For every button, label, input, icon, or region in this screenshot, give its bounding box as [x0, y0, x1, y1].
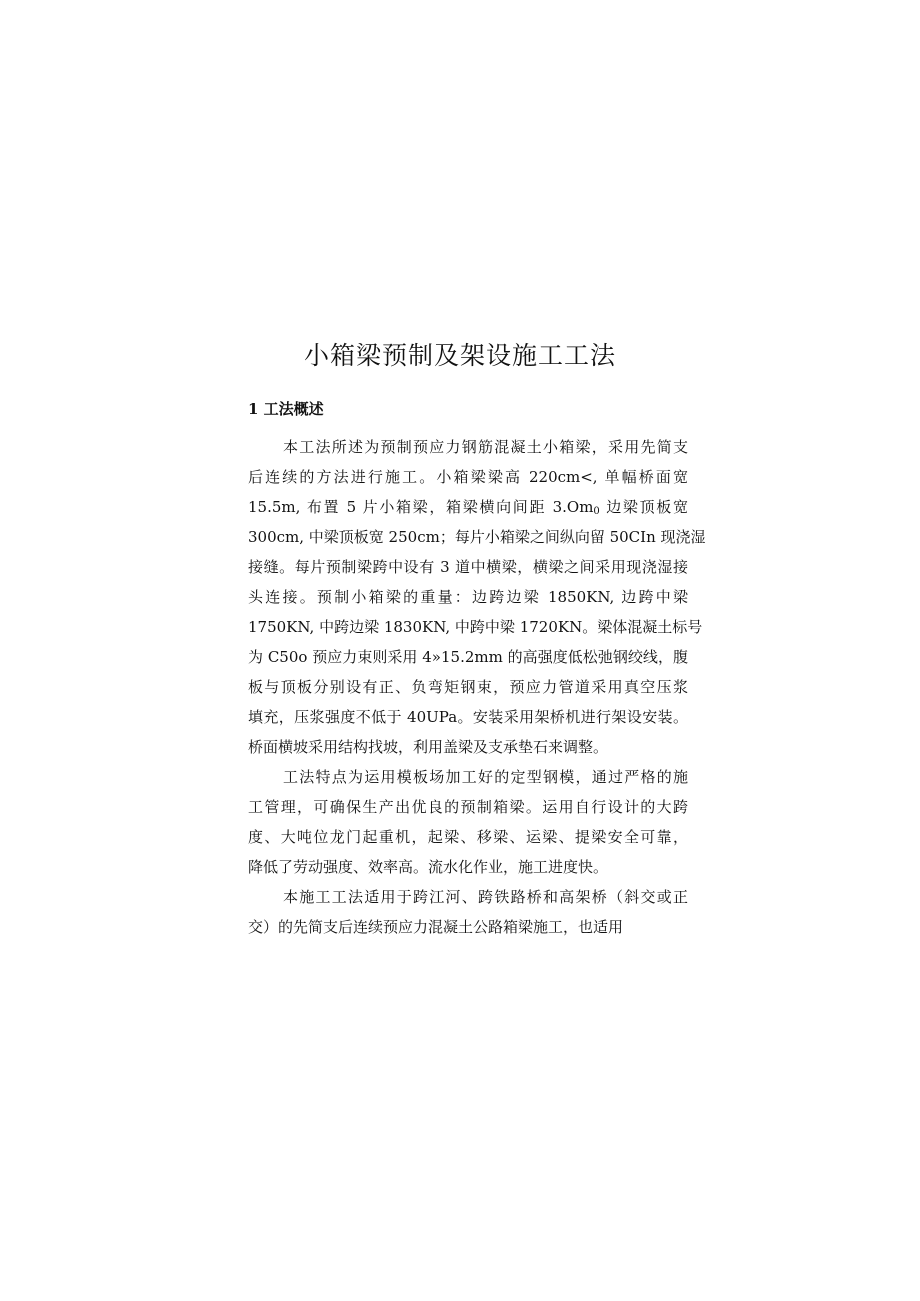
paragraph-line: 后连续的方法进行施工。小箱梁梁高 220cm<, 单幅桥面宽: [248, 468, 688, 486]
line-text: 边梁顶板宽: [606, 498, 688, 516]
paragraph-line: 接缝。每片预制梁跨中设有 3 道中横梁，横梁之间采用现浇湿接: [248, 558, 688, 576]
paragraph-line: 300cm, 中梁顶板宽 250cm；每片小箱梁之间纵向留 50CIn 现浇湿: [248, 528, 706, 546]
paragraph-line: 桥面横坡采用结构找坡，利用盖梁及支承垫石来调整。: [248, 738, 609, 756]
paragraph-line: 板与顶板分别设有正、负弯矩钢束，预应力管道采用真空压浆: [248, 678, 688, 696]
paragraph-line: 本工法所述为预制预应力钢筋混凝土小箱梁，采用先简支: [283, 438, 688, 456]
paragraph-line: 交）的先简支后连续预应力混凝土公路箱梁施工，也适用: [248, 918, 624, 936]
paragraph-line: 降低了劳动强度、效率高。流水化作业，施工进度快。: [248, 858, 609, 876]
paragraph-line: 填充，压浆强度不低于 40UPa。安装采用架桥机进行架设安装。: [248, 708, 688, 726]
paragraph-line: 为 C50o 预应力束则采用 4»15.2mm 的高强度低松弛钢绞线，腹: [248, 648, 688, 666]
paragraph-line: 本施工工法适用于跨江河、跨铁路桥和高架桥（斜交或正: [283, 888, 688, 906]
line-text: 15.5m, 布置 5 片小箱梁，箱梁横向间距 3.Om: [248, 498, 594, 516]
document-title: 小箱梁预制及架设施工工法: [303, 341, 616, 370]
paragraph-line: 工管理，可确保生产出优良的预制箱梁。运用自行设计的大跨: [248, 798, 688, 816]
section-heading: 1 工法概述: [248, 400, 324, 418]
subscript-zero: 0: [593, 506, 600, 517]
paragraph-line: [248, 497, 688, 522]
paragraph-line: 度、大吨位龙门起重机，起梁、移梁、运梁、提梁安全可靠，: [248, 828, 688, 846]
paragraph-line: 1750KN, 中跨边梁 1830KN, 中跨中梁 1720KN。梁体混凝土标号: [248, 618, 703, 636]
paragraph-line: 头连接。预制小箱梁的重量：边跨边梁 1850KN, 边跨中梁: [248, 588, 688, 606]
paragraph-line: 工法特点为运用模板场加工好的定型钢模，通过严格的施: [283, 768, 688, 786]
